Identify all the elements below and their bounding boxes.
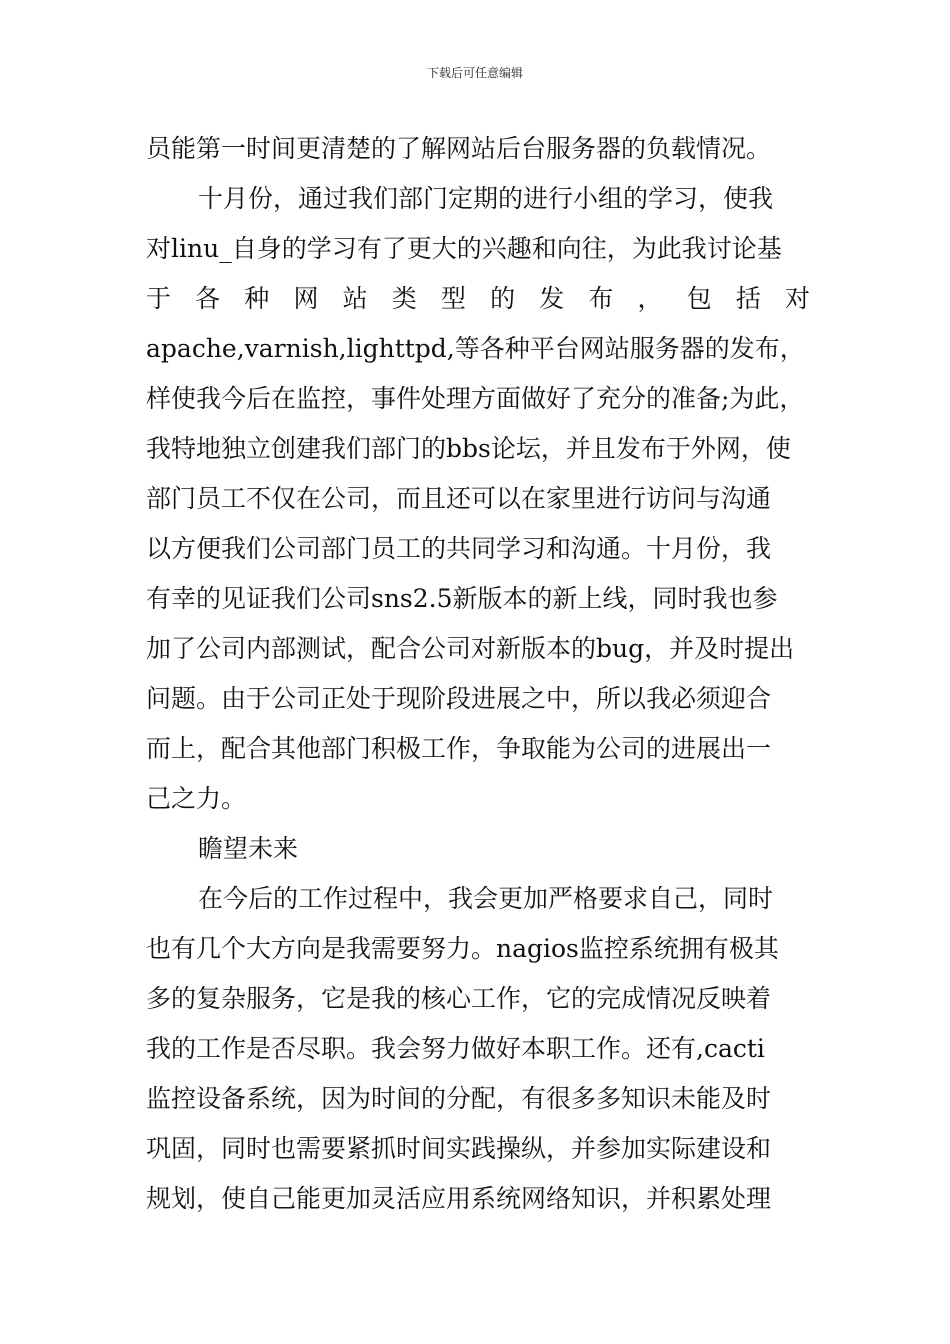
text-line: 在今后的工作过程中，我会更加严格要求自己，同时 xyxy=(198,884,774,913)
text-line: 而上，配合其他部门积极工作，争取能为公司的进展出一 xyxy=(146,734,772,763)
text-line: 有幸的见证我们公司sns2.5新版本的新上线，同时我也参 xyxy=(146,584,778,613)
text-line: 问题。由于公司正处于现阶段进展之中，所以我必须迎合 xyxy=(146,684,772,713)
text-line: 十月份，通过我们部门定期的进行小组的学习，使我 xyxy=(198,184,774,213)
text-line: 也有几个大方向是我需要努力。nagios监控系统拥有极其 xyxy=(146,934,779,963)
text-line: 规划，使自己能更加灵活应用系统网络知识，并积累处理 xyxy=(146,1184,772,1213)
text-line: 监控设备系统，因为时间的分配，有很多多知识未能及时 xyxy=(146,1084,772,1113)
text-line: 样使我今后在监控，事件处理方面做好了充分的准备;为此， xyxy=(146,384,805,413)
text-line: 于 各 种 网 站 类 型 的 发 布 ， 包 括 对 xyxy=(146,284,810,313)
text-line: 加了公司内部测试，配合公司对新版本的bug，并及时提出 xyxy=(146,634,795,663)
text-line: 巩固，同时也需要紧抓时间实践操纵，并参加实际建设和 xyxy=(146,1134,772,1163)
section-heading: 瞻望未来 xyxy=(198,834,299,863)
text-line: 我特地独立创建我们部门的bbs论坛，并且发布于外网，使 xyxy=(146,434,791,463)
text-line: 多的复杂服务，它是我的核心工作，它的完成情况反映着 xyxy=(146,984,772,1013)
text-line: 对linu_自身的学习有了更大的兴趣和向往，为此我讨论基 xyxy=(146,234,782,263)
text-line: 以方便我们公司部门员工的共同学习和沟通。十月份，我 xyxy=(146,534,772,563)
document-body xyxy=(146,124,810,1224)
page-header: 下载后可任意编辑 xyxy=(426,66,523,80)
text-line: 我的工作是否尽职。我会努力做好本职工作。还有,cacti xyxy=(146,1034,765,1063)
text-line: 己之力。 xyxy=(146,784,247,813)
text-line: 员能第一时间更清楚的了解网站后台服务器的负载情况。 xyxy=(146,134,772,163)
text-line: 部门员工不仅在公司，而且还可以在家里进行访问与沟通 xyxy=(146,484,772,513)
text-line: apache,varnish,lighttpd,等各种平台网站服务器的发布， xyxy=(146,334,805,363)
